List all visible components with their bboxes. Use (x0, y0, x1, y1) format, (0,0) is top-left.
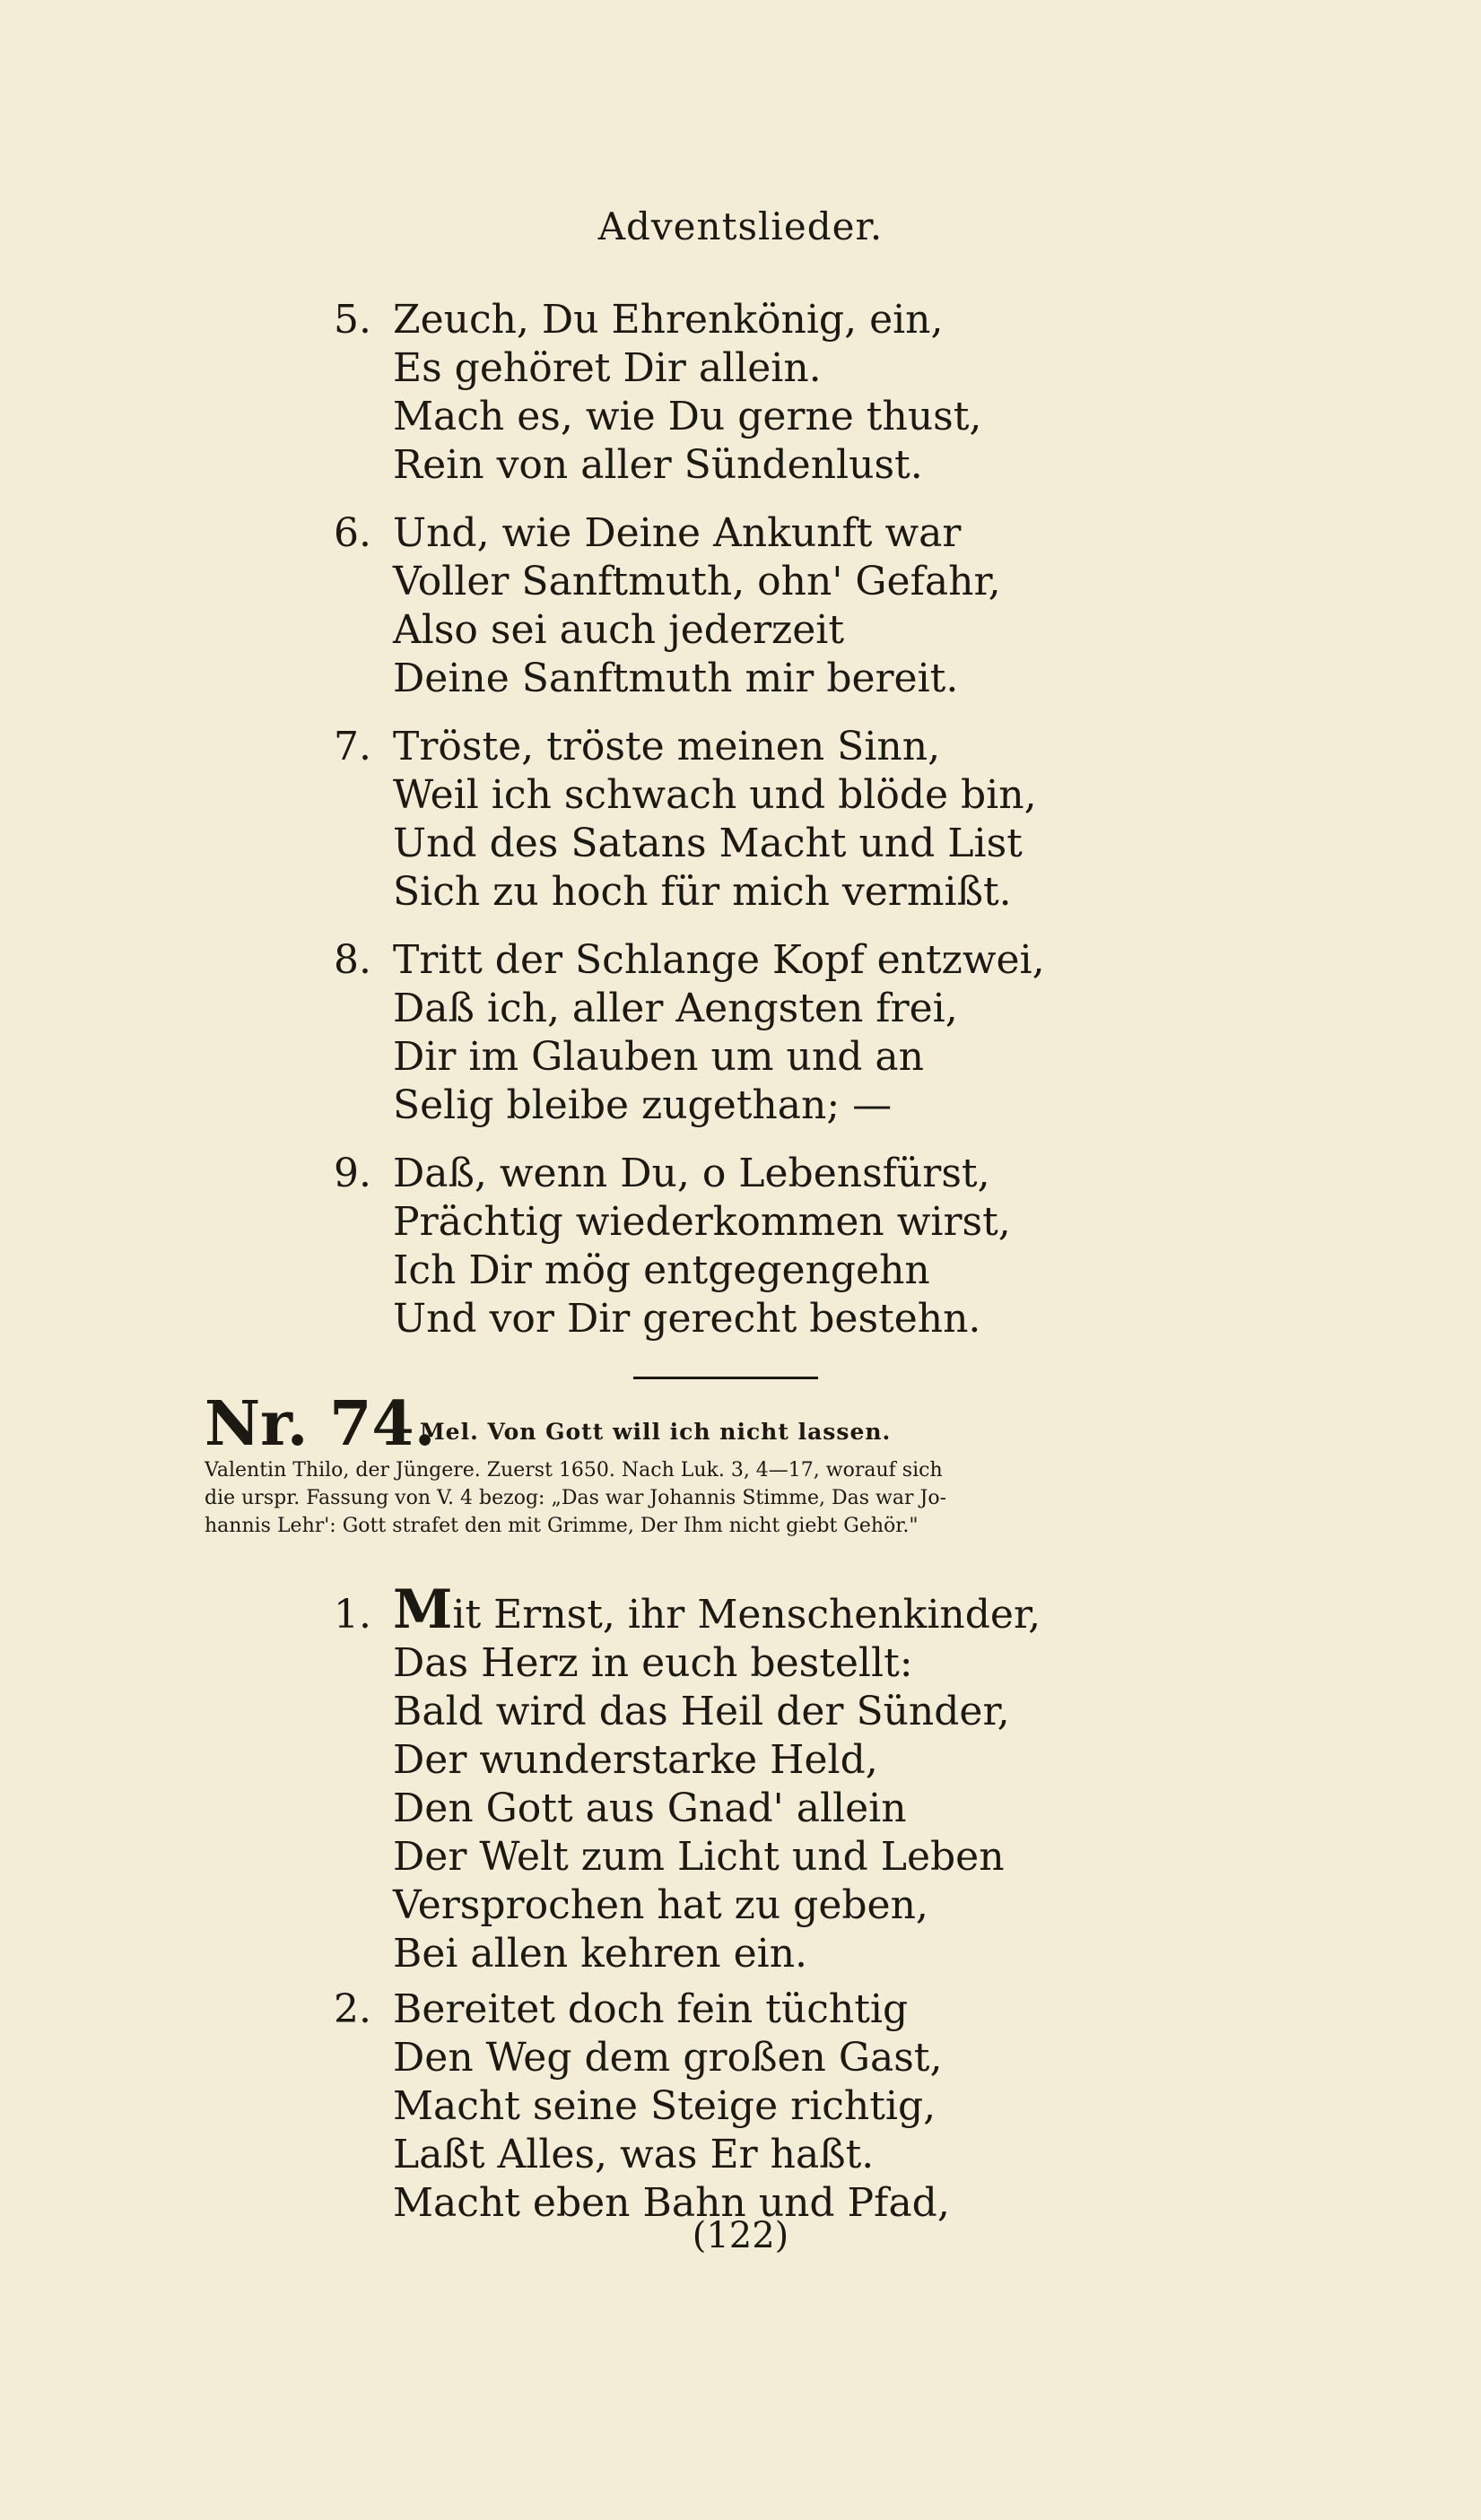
verse-line: Also sei auch jederzeit (393, 607, 845, 653)
verse-line: Dir im Glauben um und an (393, 1034, 924, 1080)
verse-line: Bald wird das Heil der Sünder, (393, 1689, 1010, 1734)
stanza-number: 1. (334, 1592, 371, 1638)
verse-line: Macht seine Steige richtig, (393, 2083, 937, 2129)
drop-cap: M (393, 1578, 453, 1641)
stanza-number: 6. (334, 510, 371, 556)
verse-line: Und des Satans Macht und List (393, 821, 1023, 866)
verse-line: Den Gott aus Gnad' allein (393, 1786, 907, 1831)
verse-line: Und, wie Deine Ankunft war (393, 510, 962, 556)
verse-line: Prächtig wiederkommen wirst, (393, 1199, 1011, 1245)
verse-line: Den Weg dem großen Gast, (393, 2035, 943, 2081)
verse-line: Ich Dir mög entgegengehn (393, 1247, 930, 1293)
verse-line: Sich zu hoch für mich vermißt. (393, 869, 1012, 915)
stanza-number: 2. (334, 1986, 371, 2032)
verse-line-rest: it Ernst, ihr Menschenkinder, (452, 1592, 1041, 1638)
verse-line: Daß ich, aller Aengsten frei, (393, 986, 958, 1031)
verse-line-first (393, 1578, 1041, 1641)
verse-line: Mach es, wie Du gerne thust, (393, 394, 982, 439)
verse-line: Der wunderstarke Held, (393, 1737, 878, 1783)
verse-line: Versprochen hat zu geben, (393, 1882, 928, 1928)
verse-line: Selig bleibe zugethan; — (393, 1082, 893, 1128)
hymn-attribution (205, 1456, 1254, 1540)
verse-line: Deine Sanftmuth mir bereit. (393, 656, 959, 701)
verse-line: Laßt Alles, was Er haßt. (393, 2132, 875, 2177)
stanza-number: 9. (334, 1151, 371, 1196)
attribution-line: Valentin Thilo, der Jüngere. Zuerst 1650. Nach Luk. 3, 4—17, worauf sich (205, 1459, 943, 1482)
attribution-line: hannis Lehr': Gott strafet den mit Grimme, Der Ihm nicht giebt Gehör." (205, 1515, 919, 1537)
verse-line: Voller Sanftmuth, ohn' Gefahr, (393, 559, 1001, 604)
running-header: Adventslieder. (597, 204, 884, 248)
verse-line: Weil ich schwach und blöde bin, (393, 772, 1037, 818)
stanza-number: 8. (334, 937, 371, 983)
verse-line: Das Herz in euch bestellt: (393, 1640, 913, 1686)
verse-line: Rein von aller Sündenlust. (393, 442, 923, 488)
verse-line: Tritt der Schlange Kopf entzwei, (393, 937, 1045, 983)
verse-line: Zeuch, Du Ehrenkönig, ein, (393, 297, 944, 343)
melody-note: Mel. Von Gott will ich nicht lassen. (420, 1419, 892, 1445)
hymn-number: Nr. 74. (205, 1388, 436, 1460)
verse-line: Bereitet doch fein tüchtig (393, 1986, 909, 2032)
verse-line: Der Welt zum Licht und Leben (393, 1834, 1005, 1880)
stanza-number: 7. (334, 724, 371, 769)
verse-line: Daß, wenn Du, o Lebensfürst, (393, 1151, 990, 1196)
verse-line: Bei allen kehren ein. (393, 1931, 808, 1977)
stanza-number: 5. (334, 297, 371, 343)
page-number: (122) (692, 2215, 789, 2256)
attribution-line: die urspr. Fassung von V. 4 bezog: „Das war Johannis Stimme, Das war Jo- (205, 1487, 947, 1509)
verse-line: Es gehöret Dir allein. (393, 345, 822, 391)
verse-line: Tröste, tröste meinen Sinn, (393, 724, 941, 769)
verse-line: Und vor Dir gerecht bestehn. (393, 1296, 981, 1342)
verse-line: Macht eben Bahn und Pfad, (393, 2180, 950, 2226)
section-divider (633, 1377, 818, 1379)
